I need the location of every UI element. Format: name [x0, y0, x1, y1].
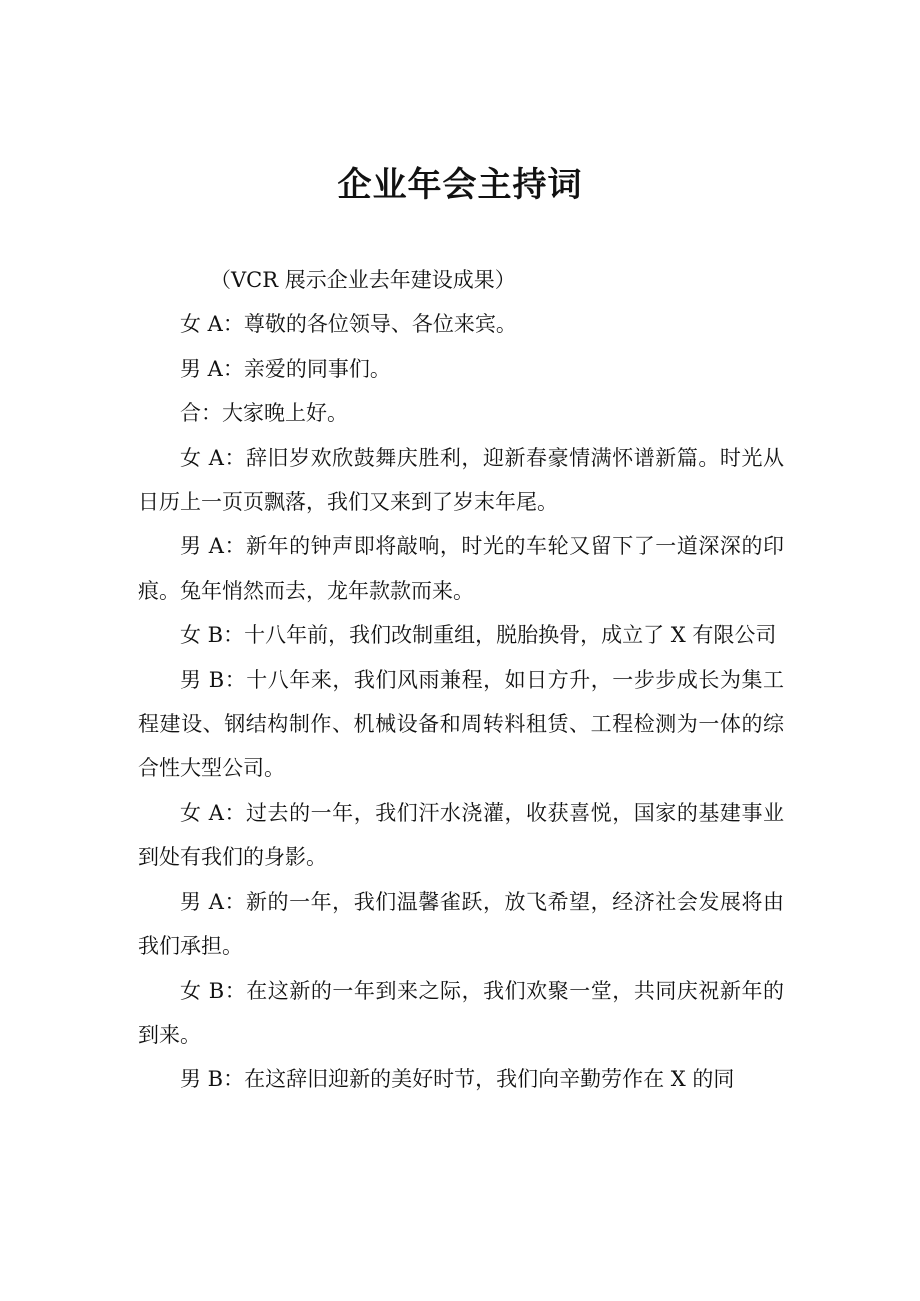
speaker-label: 男 A： [180, 534, 247, 559]
paragraph [138, 436, 784, 525]
paragraph [138, 524, 784, 613]
speaker-label: 女 A： [180, 445, 247, 470]
speaker-label: 男 B： [180, 1067, 245, 1092]
speaker-label: 女 A： [180, 800, 247, 825]
paragraph [138, 969, 784, 1058]
paragraph [138, 391, 784, 435]
paragraph-text: 新年的钟声即将敲响，时光的车轮又留下了一道深深的印痕。兔年悄然而去，龙年款款而来。 [138, 534, 785, 603]
paragraph [138, 613, 784, 657]
paragraph-text: 十八年来，我们风雨兼程，如日方升，一步步成长为集工程建设、钢结构制作、机械设备和周转料租赁、工程检测为一体的综合性大型公司。 [138, 667, 785, 781]
paragraph-text: 在这新的一年到来之际，我们欢聚一堂，共同庆祝新年的到来。 [138, 978, 785, 1047]
paragraph [138, 658, 784, 791]
paragraph [138, 791, 784, 880]
document-title: 企业年会主持词 [337, 165, 583, 205]
paragraph-text: 在这辞旧迎新的美好时节，我们向辛勤劳作在 X 的同 [244, 1067, 735, 1092]
paragraph [138, 880, 784, 969]
speaker-label: 合： [180, 401, 222, 426]
paragraph-vcr [138, 258, 784, 302]
paragraph-text: 亲爱的同事们。 [243, 356, 391, 381]
paragraph-text: 尊敬的各位领导、各位来宾。 [243, 312, 517, 337]
paragraph-text: 辞旧岁欢欣鼓舞庆胜利，迎新春豪情满怀谱新篇。时光从日历上一页页飘落，我们又来到了岁末年尾。 [138, 445, 785, 515]
speaker-label: 男 A： [180, 889, 247, 914]
speaker-label: 女 A： [180, 312, 244, 337]
speaker-label: 男 B： [180, 667, 247, 692]
document-body [138, 258, 784, 1102]
speaker-label: 女 B： [180, 978, 247, 1003]
paragraph [138, 302, 784, 346]
paragraph [138, 1057, 784, 1101]
speaker-label: 男 A： [180, 356, 244, 381]
paragraph-text: 过去的一年，我们汗水浇灌，收获喜悦，国家的基建事业到处有我们的身影。 [138, 800, 785, 870]
paragraph [138, 347, 784, 391]
speaker-label: 女 B： [180, 623, 245, 648]
paragraph-text: 大家晚上好。 [222, 401, 348, 426]
paragraph-text: （VCR 展示企业去年建设成果） [210, 268, 516, 292]
paragraph-text: 新的一年，我们温馨雀跃，放飞希望，经济社会发展将由我们承担。 [138, 889, 785, 959]
paragraph-text: 十八年前，我们改制重组，脱胎换骨，成立了 X 有限公司 [244, 623, 777, 648]
